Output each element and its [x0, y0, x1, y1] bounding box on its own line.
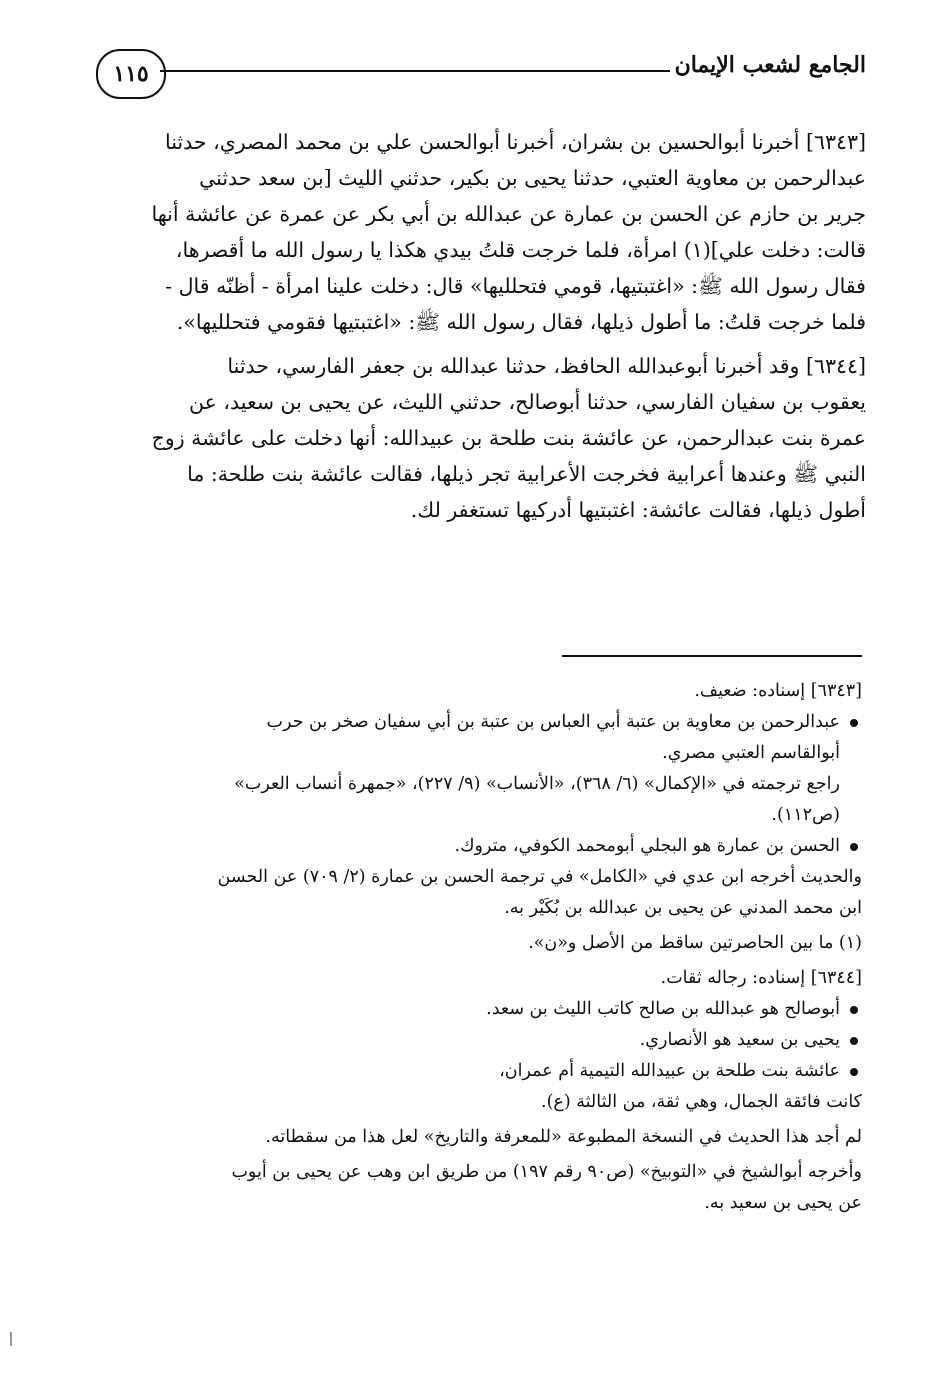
hadith-6343: [66, 124, 866, 340]
note-6343-heading: [٦٣٤٣] إسناده: ضعيف.: [694, 681, 862, 701]
text-line: النبي ﷺ وعندها أعرابية فخرجت الأعرابية تجر ذيلها، فقالت عائشة بنت طلحة: ما: [187, 462, 866, 486]
text-line: [٦٣٤٤] وقد أخبرنا أبوعبدالله الحافظ، حدثنا عبدالله بن جعفر الفارسي، حدثنا: [227, 354, 866, 378]
note-6343-paragraph: [62, 862, 862, 924]
text-line: أطول ذيلها، فقالت عائشة: اغتبتيها أدركيها تستغفر لك.: [410, 498, 866, 522]
text-line: عمرة بنت عبدالرحمن، عن عائشة بنت طلحة بن عبيدالله: أنها دخلت على عائشة زوج: [151, 426, 866, 450]
hadith-6344: [66, 348, 866, 528]
note-6343-bullet-2: الحسن بن عمارة هو البجلي أبومحمد الكوفي، متروك.: [62, 831, 862, 862]
note-text: عبدالرحمن بن معاوية بن عتبة أبي العباس بن عتبة بن أبي سفيان صخر بن حرب: [266, 712, 840, 732]
note-text: والحديث أخرجه ابن عدي في «الكامل» في ترجمة الحسن بن عمارة (٢/ ٧٠٩) عن الحسن: [217, 867, 862, 887]
note-text: راجع ترجمته في «الإكمال» (٦/ ٣٦٨)، «الأنساب» (٩/ ٢٢٧)، «جمهرة أنساب العرب»: [234, 774, 840, 794]
note-6344-heading: [٦٣٤٤] إسناده: رجاله ثقات.: [660, 968, 862, 988]
note-text: أبوالقاسم العتبي مصري.: [662, 743, 840, 763]
footnote-separator: [562, 655, 862, 657]
footnote-1: (١) ما بين الحاصرتين ساقط من الأصل و«ن».: [528, 933, 862, 953]
text-line: جرير بن حازم عن الحسن بن عمارة عن عبدالله بن أبي بكر عن عمرة عن عائشة أنها: [151, 202, 866, 226]
note-text: عن يحيى بن سعيد به.: [704, 1193, 862, 1213]
main-text: [66, 124, 866, 536]
note-6344-paragraph-3: [62, 1157, 862, 1219]
scan-edge-mark: [10, 1332, 12, 1346]
text-line: عبدالرحمن بن معاوية العتبي، حدثنا يحيى بن بكير، حدثني الليث [بن سعد حدثني: [199, 166, 866, 190]
text-line: يعقوب بن سفيان الفارسي، حدثنا أبوصالح، حدثني الليث، عن يحيى بن سعيد، عن: [189, 390, 866, 414]
note-text: ابن محمد المدني عن يحيى بن عبدالله بن بُكَيْر به.: [504, 898, 862, 918]
text-line: فلما خرجت قلتُ: ما أطول ذيلها، فقال رسول الله ﷺ: «اغتبتيها فقومي فتحلليها».: [176, 310, 866, 334]
text-line: فقال رسول الله ﷺ: «اغتبتيها، قومي فتحلليها» قال: دخلت علينا امرأة - أظنّه قال -: [165, 274, 866, 298]
footnotes: [62, 676, 862, 1219]
text-line: [٦٣٤٣] أخبرنا أبوالحسين بن بشران، أخبرنا أبوالحسن علي بن محمد المصري، حدثنا: [165, 130, 866, 154]
text-line: قالت: دخلت علي](١) امرأة، فلما خرجت قلتُ بيدي هكذا يا رسول الله ما أقصرها،: [175, 238, 866, 262]
note-6344-bullet-2: يحيى بن سعيد هو الأنصاري.: [62, 1025, 862, 1056]
note-6344-bullet-3: عائشة بنت طلحة بن عبيدالله التيمية أم عمران،: [62, 1056, 862, 1087]
note-text: وأخرجه أبوالشيخ في «التوبيخ» (ص٩٠ رقم ١٩٧) من طريق ابن وهب عن يحيى بن أيوب: [231, 1162, 862, 1182]
running-title: الجامع لشعب الإيمان: [674, 52, 866, 78]
page-number: ١١٥: [96, 49, 166, 99]
note-6344-bullet-1: أبوصالح هو عبدالله بن صالح كاتب الليث بن سعد.: [62, 994, 862, 1025]
note-text: (ص١١٢).: [771, 805, 840, 825]
header-rule: [160, 70, 670, 72]
note-6343-reference: [62, 769, 862, 831]
note-6343-bullet-1: [62, 707, 862, 769]
note-6344-paragraph-1: كانت فائقة الجمال، وهي ثقة، من الثالثة (ع).: [541, 1092, 862, 1112]
note-6344-paragraph-2: لم أجد هذا الحديث في النسخة المطبوعة «للمعرفة والتاريخ» لعل هذا من سقطاته.: [265, 1127, 862, 1147]
